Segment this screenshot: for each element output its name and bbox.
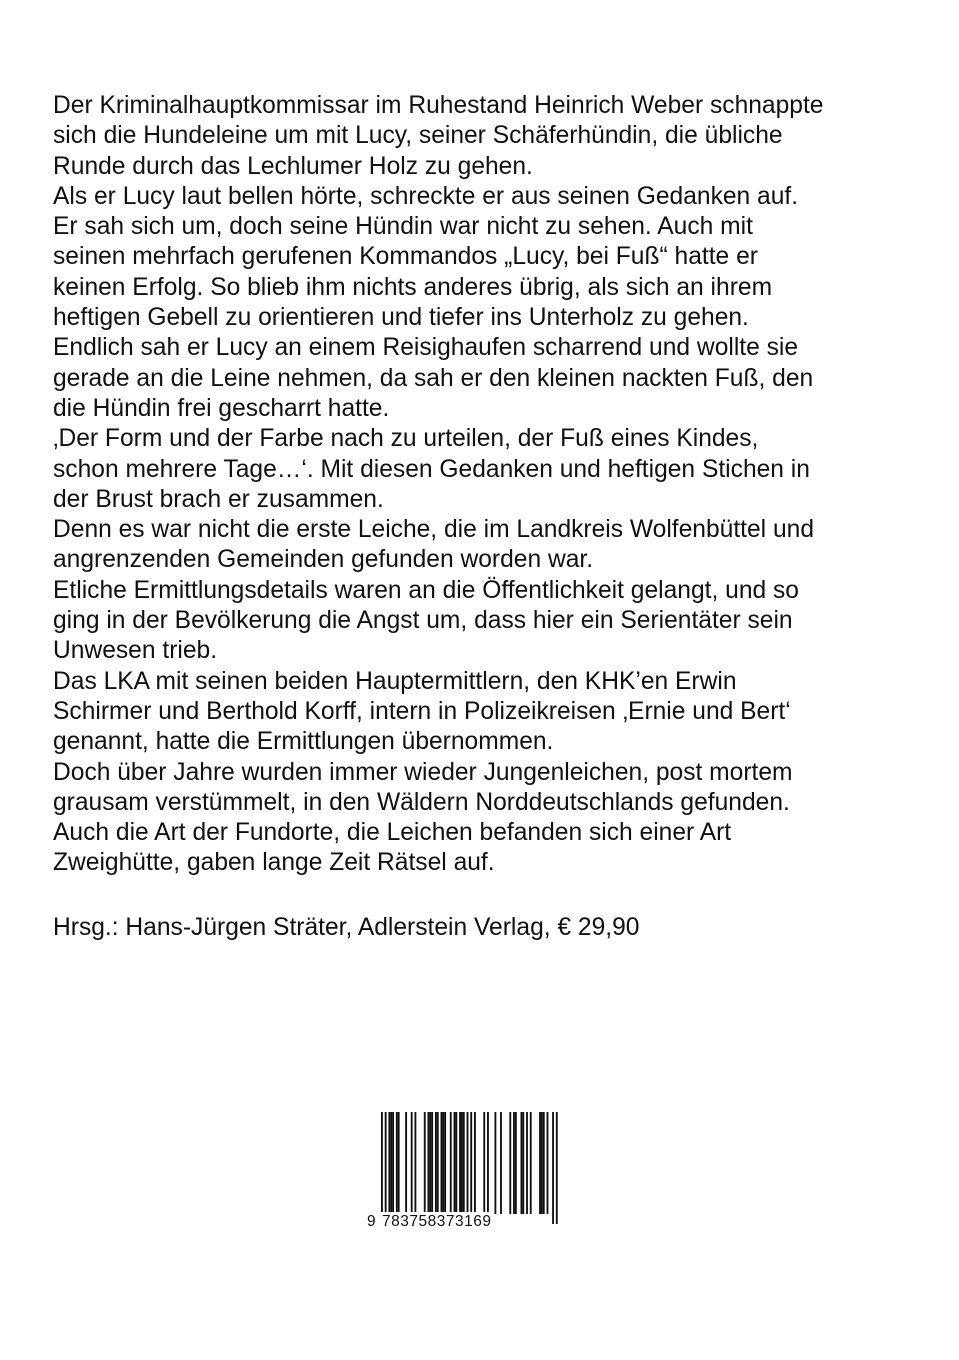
barcode-bar xyxy=(454,1112,456,1214)
barcode-guard-bar xyxy=(552,1112,554,1224)
barcode-bar xyxy=(450,1112,452,1214)
blurb-line: gerade an die Leine nehmen, da sah er den kleinen nackten Fuß, den xyxy=(53,364,814,392)
barcode-bar xyxy=(444,1112,446,1214)
blurb-line: ‚Der Form und der Farbe nach zu urteilen, der Fuß eines Kindes, xyxy=(53,425,759,453)
barcode-guard-bar xyxy=(470,1112,472,1224)
barcode-bar xyxy=(398,1112,400,1214)
barcode-bars xyxy=(367,1112,559,1224)
barcode-bar xyxy=(461,1112,463,1214)
blurb-line: Etliche Ermittlungsdetails waren an die Öffentlichkeit gelangt, und so xyxy=(53,576,799,604)
barcode-bar xyxy=(500,1112,502,1214)
barcode-bar xyxy=(483,1112,485,1214)
blurb-line: Das LKA mit seinen beiden Hauptermittlern, den KHK’en Erwin xyxy=(53,667,737,695)
blurb-line: seinen mehrfach gerufenen Kommandos „Lucy, bei Fuß“ hatte er xyxy=(53,243,758,271)
isbn-digits xyxy=(367,1212,559,1232)
barcode-bar xyxy=(515,1112,517,1214)
blurb-line: ging in der Bevölkerung die Angst um, dass hier ein Serientäter sein xyxy=(53,607,793,635)
blurb-line: heftigen Gebell zu orientieren und tiefer ins Unterholz zu gehen. xyxy=(53,304,749,332)
blurb-line: Doch über Jahre wurden immer wieder Jungenleichen, post mortem xyxy=(53,758,793,786)
barcode-bar xyxy=(435,1112,437,1214)
barcode-bar xyxy=(459,1112,461,1214)
barcode-bar xyxy=(405,1112,407,1214)
barcode-bar xyxy=(411,1112,413,1214)
blurb-line: angrenzenden Gemeinden gefunden worden war. xyxy=(53,546,594,574)
barcode-bar xyxy=(513,1112,515,1214)
barcode-guard-bar xyxy=(385,1112,387,1224)
barcode-bar xyxy=(509,1112,511,1214)
blurb-line: die Hündin frei gescharrt hatte. xyxy=(53,394,390,422)
barcode-bar xyxy=(543,1112,545,1214)
barcode-bar xyxy=(424,1112,426,1214)
barcode-bar xyxy=(455,1112,457,1214)
blurb-line: Als er Lucy laut bellen hörte, schreckte er aus seinen Gedanken auf. xyxy=(53,182,799,210)
barcode-bar xyxy=(494,1112,496,1214)
blurb-line: Der Kriminalhauptkommissar im Ruhestand Heinrich Weber schnappte xyxy=(53,92,824,119)
barcode-bar xyxy=(539,1112,541,1214)
blurb-line: keinen Erfolg. So blieb ihm nichts anderes übrig, als sich an ihrem xyxy=(53,273,773,301)
blurb-line: der Brust brach er zusammen. xyxy=(53,485,384,513)
barcode-bar xyxy=(526,1112,528,1214)
barcode-bar xyxy=(392,1112,394,1214)
blurb-line: Runde durch das Lechlumer Holz zu gehen. xyxy=(53,152,533,180)
isbn-remaining-digits: 783758373169 xyxy=(382,1213,492,1230)
blurb-line: Zweighütte, gaben lange Zeit Rätsel auf. xyxy=(53,849,495,877)
barcode-bar xyxy=(522,1112,524,1214)
barcode-guard-bar xyxy=(556,1112,558,1224)
blurb-line: grausam verstümmelt, in den Wäldern Norddeutschlands gefunden. xyxy=(53,788,790,816)
barcode-bar xyxy=(414,1112,416,1214)
blurb-line: Auch die Art der Fundorte, die Leichen befanden sich einer Art xyxy=(53,819,732,847)
barcode-bar xyxy=(463,1112,465,1214)
barcode-guard-bar xyxy=(381,1112,383,1224)
isbn-barcode xyxy=(367,1112,559,1232)
blurb-line: Schirmer und Berthold Korff, intern in Polizeikreisen ‚Ernie und Bert‘ xyxy=(53,697,791,725)
barcode-bar xyxy=(547,1112,549,1214)
barcode-bar xyxy=(521,1112,523,1214)
barcode-bar xyxy=(428,1112,430,1214)
barcode-bar xyxy=(541,1112,543,1214)
barcode-bar xyxy=(530,1112,532,1214)
barcode-bar xyxy=(390,1112,392,1214)
blurb-line: genannt, hatte die Ermittlungen übernommen. xyxy=(53,728,554,756)
blurb-line: Unwesen trieb. xyxy=(53,637,218,665)
blurb-line: Endlich sah er Lucy an einem Reisighaufen scharrend und wollte sie xyxy=(53,334,799,362)
blurb-line: sich die Hundeleine um mit Lucy, seiner Schäferhündin, die übliche xyxy=(53,122,783,150)
blurb-line: Denn es war nicht die erste Leiche, die im Landkreis Wolfenbüttel und xyxy=(53,516,815,544)
barcode-bar xyxy=(388,1112,390,1214)
blurb-line: Er sah sich um, doch seine Hündin war nicht zu sehen. Auch mit xyxy=(53,213,753,241)
barcode-bar xyxy=(474,1112,476,1214)
back-cover-blurb xyxy=(53,91,913,879)
barcode-guard-bar xyxy=(467,1112,469,1224)
barcode-bar xyxy=(442,1112,444,1214)
publisher-line: Hrsg.: Hans-Jürgen Sträter, Adlerstein Verlag, € 29,90 xyxy=(53,914,640,941)
barcode-bar xyxy=(431,1112,433,1214)
isbn-first-digit: 9 xyxy=(367,1213,377,1230)
blurb-line: schon mehrere Tage…‘. Mit diesen Gedanken und heftigen Stichen in xyxy=(53,455,810,483)
barcode-bar xyxy=(441,1112,443,1214)
barcode-bar xyxy=(487,1112,489,1214)
barcode-bar xyxy=(396,1112,398,1214)
barcode-bar xyxy=(429,1112,431,1214)
barcode-bar xyxy=(437,1112,439,1214)
